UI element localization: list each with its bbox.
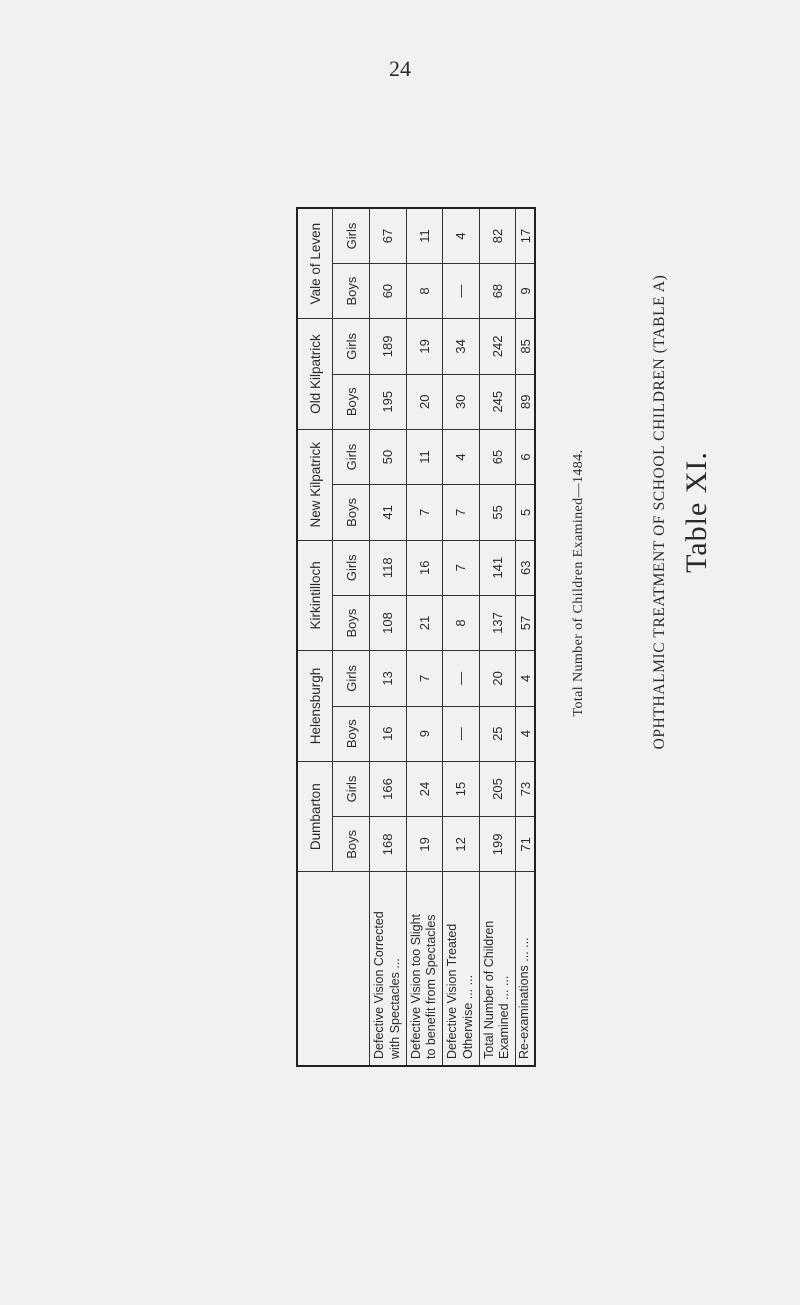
footnote: Total Number of Children Examined—1484. <box>571 449 586 717</box>
table-row <box>406 208 443 1066</box>
table-cell: 4 <box>516 706 535 761</box>
table-cell: 8 <box>406 263 443 318</box>
table-cell: 6 <box>516 429 535 484</box>
row-label-line: Otherwise ... ... <box>460 974 475 1059</box>
group-header: Old Kilpatrick <box>297 319 333 430</box>
table-cell: 57 <box>516 595 535 650</box>
table-cell: 7 <box>443 540 480 595</box>
table-cell: 205 <box>479 761 516 816</box>
table-cell: 199 <box>479 817 516 872</box>
table-cell: 4 <box>443 429 480 484</box>
table-cell: 189 <box>370 319 407 374</box>
table-cell: 17 <box>516 208 535 263</box>
table-title: Table XI. <box>680 451 713 573</box>
page-number: 24 <box>389 56 411 81</box>
table-cell: 168 <box>370 817 407 872</box>
table-cell: 166 <box>370 761 407 816</box>
table-cell: 5 <box>516 485 535 540</box>
group-header: Dumbarton <box>297 761 333 872</box>
table-cell: 9 <box>406 706 443 761</box>
table-cell: 41 <box>370 485 407 540</box>
table-row <box>516 208 535 1066</box>
row-label-line: Total Number of Children <box>481 920 496 1059</box>
table-row <box>370 208 407 1066</box>
sub-header-boys: Boys <box>333 263 370 318</box>
row-label <box>406 872 443 1066</box>
table-cell: 20 <box>406 374 443 429</box>
sub-header-girls: Girls <box>333 208 370 263</box>
table-cell: 4 <box>443 208 480 263</box>
table-row <box>443 208 480 1066</box>
table-cell: 73 <box>516 761 535 816</box>
sub-header-girls: Girls <box>333 319 370 374</box>
row-label-line: with Spectacles ... <box>387 958 402 1059</box>
table-cell: 9 <box>516 263 535 318</box>
table-cell: 245 <box>479 374 516 429</box>
table-cell: 68 <box>479 263 516 318</box>
group-header: Vale of Leven <box>297 208 333 319</box>
table-cell: 19 <box>406 319 443 374</box>
sub-header-girls: Girls <box>333 540 370 595</box>
data-table <box>296 207 536 1067</box>
row-label-line: to benefit from Spectacles <box>424 914 439 1059</box>
table-cell: 12 <box>443 817 480 872</box>
sub-header-girls: Girls <box>333 429 370 484</box>
table-cell: 55 <box>479 485 516 540</box>
table-cell: 7 <box>406 485 443 540</box>
corner-cell <box>297 872 370 1066</box>
table-cell: 24 <box>406 761 443 816</box>
table-cell: 50 <box>370 429 407 484</box>
table-cell: — <box>443 706 480 761</box>
table-cell: 108 <box>370 595 407 650</box>
group-header: Kirkintilloch <box>297 540 333 651</box>
table-cell: 25 <box>479 706 516 761</box>
table-cell: 65 <box>479 429 516 484</box>
sub-header-boys: Boys <box>333 595 370 650</box>
table-cell: 141 <box>479 540 516 595</box>
sub-header-girls: Girls <box>333 651 370 706</box>
table-cell: 242 <box>479 319 516 374</box>
table-cell: 4 <box>516 651 535 706</box>
row-label <box>516 872 535 1066</box>
row-label-line: Examined ... ... <box>497 975 512 1059</box>
table-cell: 20 <box>479 651 516 706</box>
group-header: Helensburgh <box>297 651 333 762</box>
row-label <box>370 872 407 1066</box>
ophthalmic-table <box>296 207 536 1067</box>
sub-header-boys: Boys <box>333 706 370 761</box>
table-cell: — <box>443 263 480 318</box>
table-cell: 60 <box>370 263 407 318</box>
table-cell: 7 <box>443 485 480 540</box>
table-row <box>479 208 516 1066</box>
table-cell: 137 <box>479 595 516 650</box>
table-cell: 19 <box>406 817 443 872</box>
sub-header-boys: Boys <box>333 817 370 872</box>
table-cell: 16 <box>370 706 407 761</box>
row-label-line: Defective Vision Treated <box>445 923 460 1059</box>
row-label-line: Defective Vision too Slight <box>408 914 423 1059</box>
table-cell: 16 <box>406 540 443 595</box>
row-label <box>479 872 516 1066</box>
table-cell: 8 <box>443 595 480 650</box>
table-cell: 11 <box>406 429 443 484</box>
row-label-line: Re-examinations ... ... <box>517 937 532 1059</box>
table-cell: 34 <box>443 319 480 374</box>
table-cell: 82 <box>479 208 516 263</box>
sub-header-girls: Girls <box>333 761 370 816</box>
table-cell: 63 <box>516 540 535 595</box>
table-cell: 11 <box>406 208 443 263</box>
table-cell: — <box>443 651 480 706</box>
row-label-line: Defective Vision Corrected <box>372 911 387 1059</box>
table-cell: 195 <box>370 374 407 429</box>
table-cell: 30 <box>443 374 480 429</box>
row-label <box>443 872 480 1066</box>
table-subtitle: OPHTHALMIC TREATMENT OF SCHOOL CHILDREN (TABLE A) <box>651 274 668 750</box>
table-cell: 13 <box>370 651 407 706</box>
sub-header-boys: Boys <box>333 374 370 429</box>
table-cell: 85 <box>516 319 535 374</box>
group-header: New Kilpatrick <box>297 429 333 540</box>
table-cell: 67 <box>370 208 407 263</box>
table-cell: 7 <box>406 651 443 706</box>
table-cell: 89 <box>516 374 535 429</box>
table-cell: 118 <box>370 540 407 595</box>
sub-header-boys: Boys <box>333 485 370 540</box>
table-cell: 21 <box>406 595 443 650</box>
table-cell: 71 <box>516 817 535 872</box>
table-cell: 15 <box>443 761 480 816</box>
